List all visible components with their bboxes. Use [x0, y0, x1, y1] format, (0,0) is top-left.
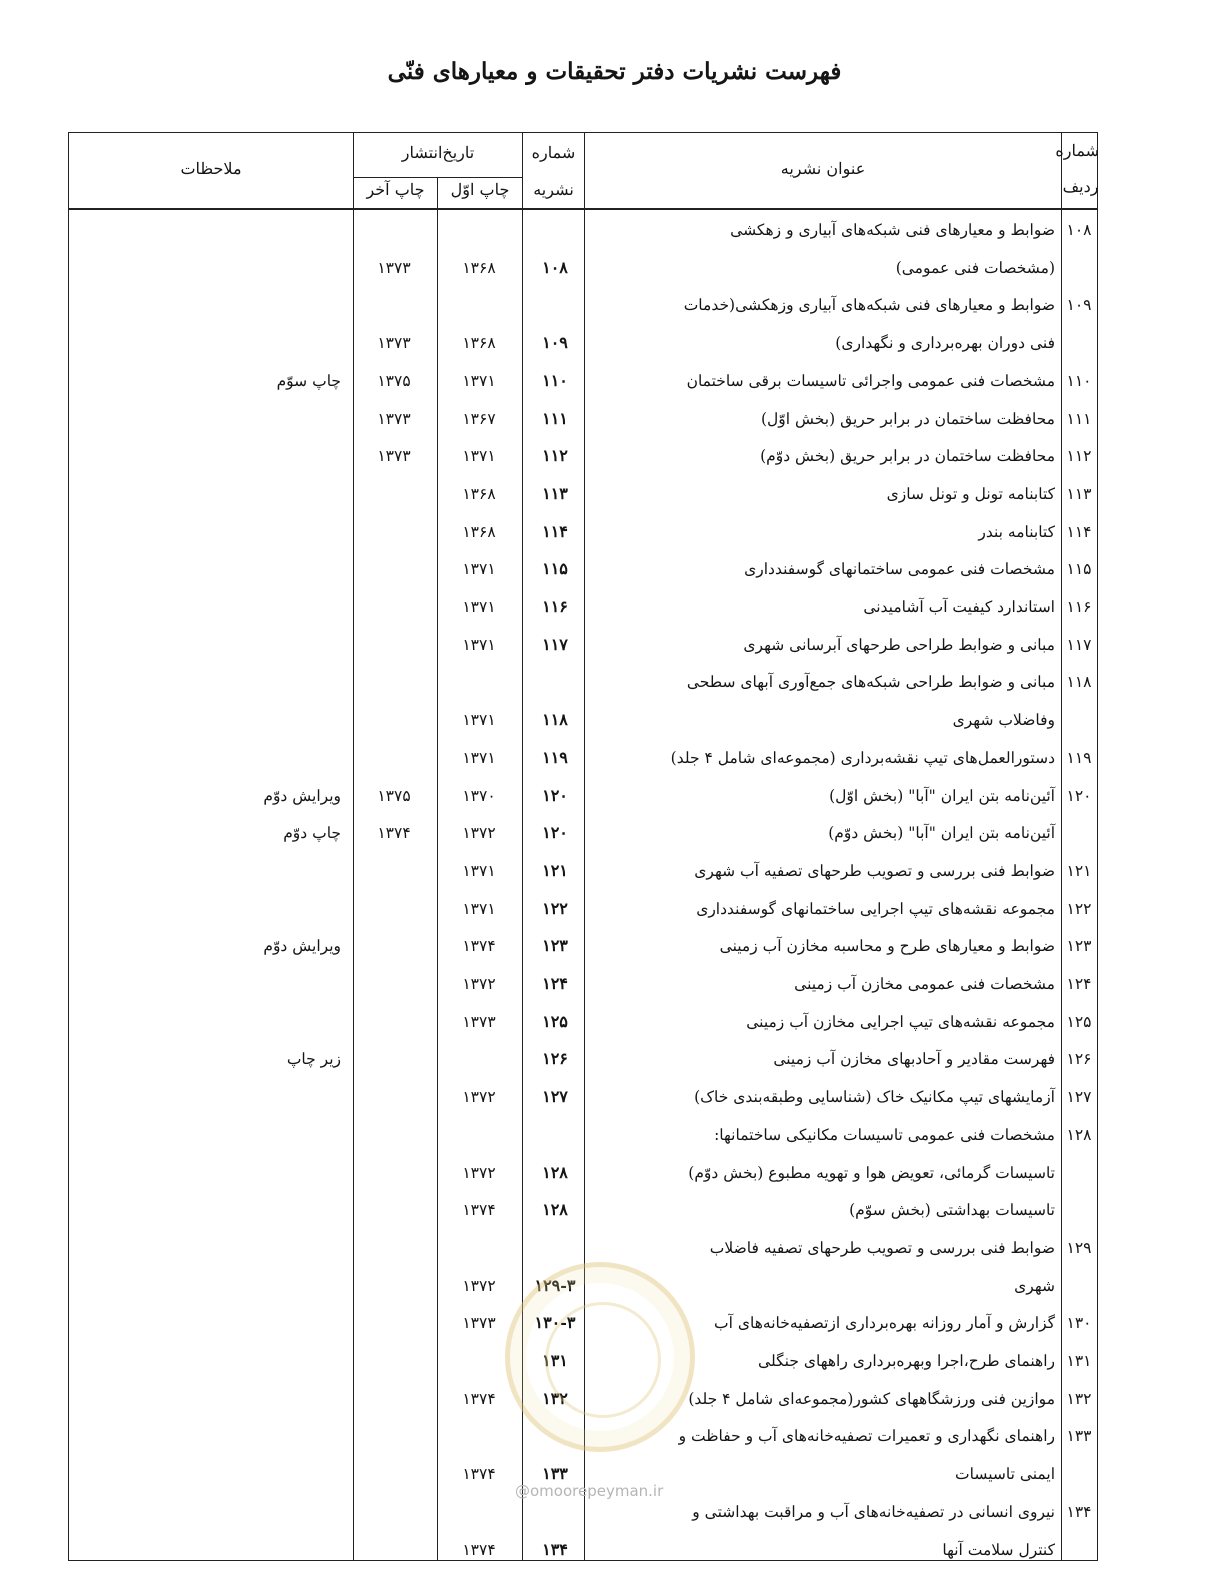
- publication-title: نیروی انسانی در تصفیه‌خانه‌های آب و مراقبت بهداشتی و: [692, 1502, 1055, 1521]
- note: چاپ دوّم: [283, 824, 341, 843]
- first-print-year: ۱۳۷۴: [462, 937, 496, 956]
- publication-title: راهنمای طرح،اجرا وبهره‌برداری راههای جنگلی: [758, 1352, 1055, 1370]
- publication-number: ۱۲۸: [542, 1200, 568, 1220]
- publication-number: ۱۱۳: [542, 483, 568, 503]
- row-number: ۱۳۱: [1066, 1352, 1092, 1370]
- last-print-year: ۱۳۷۳: [377, 447, 411, 466]
- publication-title: فنی دوران بهره‌برداری و نگهداری): [835, 334, 1055, 353]
- header-notes: ملاحظات: [180, 159, 242, 178]
- row-number: ۱۳۴: [1066, 1502, 1092, 1521]
- note: زیر چاپ: [286, 1050, 341, 1069]
- first-print-year: ۱۳۷۱: [462, 598, 496, 616]
- first-print-year: ۱۳۷۴: [462, 1389, 496, 1408]
- publication-title: (مشخصات فنی عمومی): [895, 258, 1055, 277]
- publication-number: ۱۲۰: [542, 785, 568, 805]
- row-number: ۱۳۰: [1066, 1314, 1092, 1333]
- row-number: ۱۱۹: [1066, 748, 1092, 767]
- row-number: ۱۲۸: [1066, 1125, 1092, 1144]
- first-print-year: ۱۳۶۸: [462, 522, 496, 541]
- row-number: ۱۱۰: [1066, 371, 1092, 390]
- publication-title: ایمنی تاسیسات: [955, 1465, 1055, 1484]
- publication-title: وفاضلاب شهری: [952, 711, 1055, 730]
- publication-number: ۱۲۸: [542, 1162, 568, 1182]
- publication-title: دستورالعمل‌های تیپ نقشه‌برداری (مجموعه‌ای شامل ۴ جلد): [670, 748, 1055, 767]
- publication-title: استاندارد کیفیت آب آشامیدنی: [863, 598, 1055, 616]
- publication-title: مجموعه نقشه‌های تیپ اجرایی مخازن آب زمینی: [746, 1012, 1055, 1031]
- first-print-year: ۱۳۷۱: [462, 861, 496, 880]
- watermark: @omoorepeyman.ir: [515, 1482, 664, 1500]
- row-number: ۱۰۸: [1066, 221, 1092, 239]
- row-number: ۱۲۵: [1066, 1012, 1092, 1031]
- last-print-year: ۱۳۷۳: [377, 258, 411, 277]
- last-print-year: ۱۳۷۵: [377, 786, 411, 805]
- stamp-inner-ring: [545, 1302, 661, 1418]
- publication-title: گزارش و آمار روزانه بهره‌برداری ازتصفیه‌خانه‌های آب: [714, 1314, 1055, 1333]
- publication-title: محافظت ساختمان در برابر حریق (بخش دوّم): [760, 447, 1055, 466]
- header-last-print: چاپ آخر: [366, 180, 425, 199]
- last-print-year: ۱۳۷۴: [377, 824, 411, 843]
- first-print-year: ۱۳۶۸: [462, 484, 496, 503]
- row-number: ۱۱۷: [1066, 635, 1092, 654]
- first-print-year: ۱۳۷۱: [462, 748, 496, 767]
- first-print-year: ۱۳۷۲: [462, 975, 496, 993]
- publication-number: ۱۲۹-۳: [534, 1275, 576, 1295]
- publication-title: آزمایشهای تیپ مکانیک خاک (شناسایی وطبقه‌بندی خاک): [694, 1088, 1055, 1107]
- row-number: ۱۲۴: [1066, 975, 1092, 993]
- row-number: ۱۲۹: [1066, 1238, 1092, 1257]
- first-print-year: ۱۳۷۱: [462, 560, 496, 579]
- first-print-year: ۱۳۷۱: [462, 447, 496, 466]
- publication-title: موازین فنی ورزشگاههای کشور(مجموعه‌ای شامل ۴ جلد): [688, 1389, 1055, 1408]
- header-publication-number-2: نشریه: [533, 180, 574, 199]
- first-print-year: ۱۳۷۴: [462, 1201, 496, 1220]
- publication-number: ۱۲۷: [542, 1087, 568, 1107]
- first-print-year: ۱۳۷۱: [462, 635, 496, 654]
- header-publication-title: عنوان نشریه: [780, 159, 866, 178]
- publication-title: شهری: [1014, 1276, 1055, 1295]
- row-number: ۱۱۴: [1066, 522, 1092, 541]
- publication-title: مبانی و ضوابط طراحی طرحهای آبرسانی شهری: [743, 635, 1055, 654]
- publication-title: کتابنامه تونل و تونل سازی: [886, 484, 1055, 503]
- publication-number: ۱۳۰-۳: [534, 1313, 576, 1333]
- publication-title: آئین‌نامه بتن ایران "آبا" (بخش دوّم): [828, 824, 1055, 843]
- publication-number: ۱۱۱: [542, 408, 568, 428]
- publication-number: ۱۲۵: [542, 1011, 568, 1031]
- first-print-year: ۱۳۷۱: [462, 899, 496, 918]
- publication-number: ۱۱۶: [542, 597, 568, 616]
- first-print-year: ۱۳۷۱: [462, 371, 496, 390]
- publication-number: ۱۲۴: [542, 974, 568, 993]
- publication-title: تاسیسات بهداشتی (بخش سوّم): [849, 1201, 1055, 1220]
- row-number: ۱۱۱: [1066, 409, 1092, 428]
- row-number: ۱۳۲: [1066, 1389, 1092, 1408]
- publication-number: ۱۱۵: [542, 559, 568, 579]
- first-print-year: ۱۳۷۰: [462, 786, 496, 805]
- publication-number: ۱۲۰: [542, 823, 568, 843]
- publication-title: ضوابط فنی بررسی و تصویب طرحهای تصفیه فاضلاب: [709, 1238, 1055, 1257]
- col-line-first: [437, 178, 438, 1560]
- publication-title: فهرست مقادیر و آحادبهای مخازن آب زمینی: [773, 1050, 1055, 1069]
- publication-title: کنترل سلامت آنها: [942, 1540, 1055, 1559]
- header-first-print: چاپ اوّل: [450, 180, 510, 199]
- publication-title: کتابنامه بندر: [978, 522, 1055, 541]
- first-print-year: ۱۳۷۲: [462, 1276, 496, 1295]
- publication-title: محافظت ساختمان در برابر حریق (بخش اوّل): [760, 409, 1055, 428]
- publication-number: ۱۰۹: [542, 333, 568, 353]
- header-bottom-line: [69, 208, 1097, 210]
- publication-number: ۱۱۴: [542, 521, 568, 541]
- publication-title: ضوابط و معیارهای طرح و محاسبه مخازن آب زمینی: [719, 937, 1055, 956]
- row-number: ۱۰۹: [1066, 296, 1092, 315]
- row-number: ۱۱۵: [1066, 560, 1092, 579]
- note: ویرایش دوّم: [263, 937, 341, 956]
- publication-title: مشخصات فنی عمومی واجرائی تاسیسات برقی ساختمان: [686, 371, 1055, 390]
- publication-number: ۱۳۳: [542, 1464, 568, 1484]
- publication-number: ۱۱۹: [542, 747, 568, 767]
- row-number: ۱۱۲: [1066, 447, 1092, 466]
- row-number: ۱۲۷: [1066, 1088, 1092, 1107]
- publication-number: ۱۲۳: [542, 936, 568, 956]
- header-row-number: شماره: [1055, 141, 1099, 160]
- note: ویرایش دوّم: [263, 786, 341, 805]
- publication-number: ۱۲۱: [542, 860, 568, 880]
- publication-number: ۱۲۲: [542, 898, 568, 918]
- publication-number: ۱۱۷: [542, 634, 568, 654]
- publication-number: ۱۱۸: [542, 710, 568, 730]
- page-title: فهرست نشریات دفتر تحقیقات و معیارهای فنّی: [387, 58, 842, 85]
- first-print-year: ۱۳۷۲: [462, 1088, 496, 1107]
- publication-title: ضوابط و معیارهای فنی شبکه‌های آبیاری وزهکشی(خدمات: [683, 296, 1055, 315]
- first-print-year: ۱۳۷۴: [462, 1465, 496, 1484]
- publication-title: آئین‌نامه بتن ایران "آبا" (بخش اوّل): [829, 786, 1055, 805]
- publication-title: تاسیسات گرمائی، تعویض هوا و تهویه مطبوع (بخش دوّم): [688, 1163, 1055, 1182]
- publication-title: مجموعه نقشه‌های تیپ اجرایی ساختمانهای گوسفندداری: [696, 899, 1055, 918]
- publication-number: ۱۰۸: [542, 257, 568, 277]
- row-number: ۱۱۶: [1066, 598, 1092, 616]
- publication-number: ۱۳۱: [542, 1351, 568, 1370]
- header-row-number-2: ردیف: [1062, 177, 1099, 196]
- row-number: ۱۲۶: [1066, 1050, 1092, 1069]
- col-line-row: [1061, 133, 1062, 1560]
- date-subheader-line: [353, 177, 522, 178]
- note: چاپ سوّم: [276, 371, 341, 390]
- first-print-year: ۱۳۷۳: [462, 1012, 496, 1031]
- publication-number: ۱۳۴: [542, 1539, 568, 1559]
- row-number: ۱۳۳: [1066, 1427, 1092, 1446]
- first-print-year: ۱۳۷۴: [462, 1540, 496, 1559]
- first-print-year: ۱۳۷۳: [462, 1314, 496, 1333]
- publication-title: مشخصات فنی عمومی ساختمانهای گوسفندداری: [744, 560, 1055, 579]
- publication-title: مشخصات فنی عمومی تاسیسات مکانیکی ساختمانها:: [714, 1125, 1055, 1144]
- publication-number: ۱۲۶: [542, 1049, 568, 1069]
- first-print-year: ۱۳۶۸: [462, 334, 496, 353]
- header-publication-number: شماره: [531, 143, 576, 162]
- row-number: ۱۱۸: [1066, 673, 1092, 692]
- row-number: ۱۲۰: [1066, 786, 1092, 805]
- publication-title: ضوابط فنی بررسی و تصویب طرحهای تصفیه آب شهری: [694, 861, 1055, 880]
- last-print-year: ۱۳۷۳: [377, 334, 411, 353]
- last-print-year: ۱۳۷۵: [377, 371, 411, 390]
- stamp-seal: [505, 1262, 695, 1452]
- publication-number: ۱۱۲: [542, 446, 568, 466]
- row-number: ۱۲۲: [1066, 899, 1092, 918]
- first-print-year: ۱۳۷۱: [462, 711, 496, 730]
- row-number: ۱۲۱: [1066, 861, 1092, 880]
- row-number: ۱۱۳: [1066, 484, 1092, 503]
- first-print-year: ۱۳۶۸: [462, 258, 496, 277]
- last-print-year: ۱۳۷۳: [377, 409, 411, 428]
- publication-title: ضوابط و معیارهای فنی شبکه‌های آبیاری و زهکشی: [730, 221, 1055, 239]
- publication-number: ۱۳۲: [542, 1388, 568, 1408]
- publication-title: راهنمای نگهداری و تعمیرات تصفیه‌خانه‌های آب و حفاظت و: [678, 1427, 1055, 1446]
- publication-title: مبانی و ضوابط طراحی شبکه‌های جمع‌آوری آبهای سطحی: [686, 673, 1055, 692]
- first-print-year: ۱۳۶۷: [462, 409, 496, 428]
- first-print-year: ۱۳۷۲: [462, 824, 496, 843]
- publication-number: ۱۱۰: [542, 370, 568, 390]
- header-publication-date: تاریخ‌انتشار: [401, 143, 475, 162]
- row-number: ۱۲۳: [1066, 937, 1092, 956]
- first-print-year: ۱۳۷۲: [462, 1163, 496, 1182]
- publication-title: مشخصات فنی عمومی مخازن آب زمینی: [794, 975, 1055, 993]
